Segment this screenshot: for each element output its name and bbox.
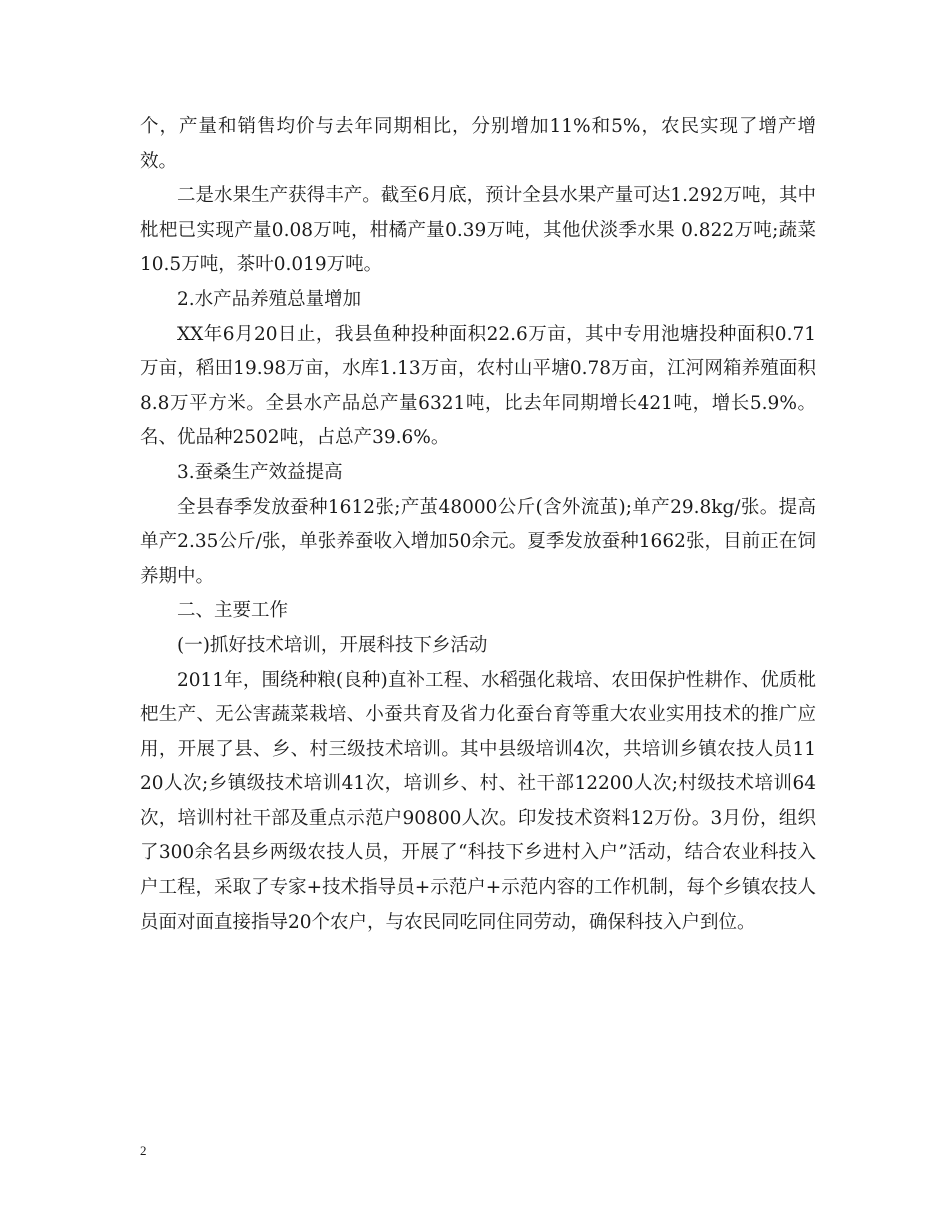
paragraph-technical-training: 2011年，围绕种粮(良种)直补工程、水稻强化栽培、农田保护性耕作、优质枇杷生产、无公害蔬菜栽培、小蚕共育及省力化蚕台育等重大农业实用技术的推广应用，开展了县、乡、村三级技术培训。其中县级培训4次，共培训乡镇农技人员1120人次;乡镇级技术培训41次，培训乡、村、社干部12200人次;村级技术培训64次，培训村社干部及重点示范户90800人次。印发技术资料12万份。3月份，组织了300余名县乡两级农技人员，开展了“科技下乡进村入户”活动，结合农业科技入户工程，采取了专家+技术指导员+示范户+示范内容的工作机制，每个乡镇农技人员面对面直接指导20个农户，与农民同吃同住同劳动，确保科技入户到位。	[140, 669, 816, 933]
document-body	[140, 110, 816, 940]
page-number: 2	[140, 1143, 147, 1158]
heading-aquatic-products: 2.水产品养殖总量增加	[177, 288, 362, 310]
heading-technical-training: (一)抓好技术培训，开展科技下乡活动	[177, 634, 488, 656]
paragraph-fruit-harvest: 二是水果生产获得丰产。截至6月底，预计全县水果产量可达1.292万吨，其中枇杷已实现产量0.08万吨，柑橘产量0.39万吨，其他伏淡季水果 0.822万吨;蔬菜10.5万吨，茶叶0.019万吨。	[140, 185, 816, 276]
heading-main-work: 二、主要工作	[177, 600, 289, 622]
paragraph-aquatic-products: XX年6月20日止，我县鱼种投种面积22.6万亩，其中专用池塘投种面积0.71万亩，稻田19.98万亩，水库1.13万亩，农村山平塘0.78万亩，江河网箱养殖面积8.8万平方米。全县水产品总产量6321吨，比去年同期增长421吨，增长5.9%。名、优品种2502吨，占总产39.6%。	[140, 323, 816, 449]
paragraph-crop-output-continued: 个，产量和销售均价与去年同期相比，分别增加11%和5%，农民实现了增产增效。	[140, 116, 816, 172]
paragraph-sericulture: 全县春季发放蚕种1612张;产茧48000公斤(含外流茧);单产29.8kg/张。提高单产2.35公斤/张，单张养蚕收入增加50余元。夏季发放蚕种1662张，目前正在饲养期中。	[140, 496, 816, 587]
heading-sericulture: 3.蚕桑生产效益提高	[177, 461, 343, 483]
